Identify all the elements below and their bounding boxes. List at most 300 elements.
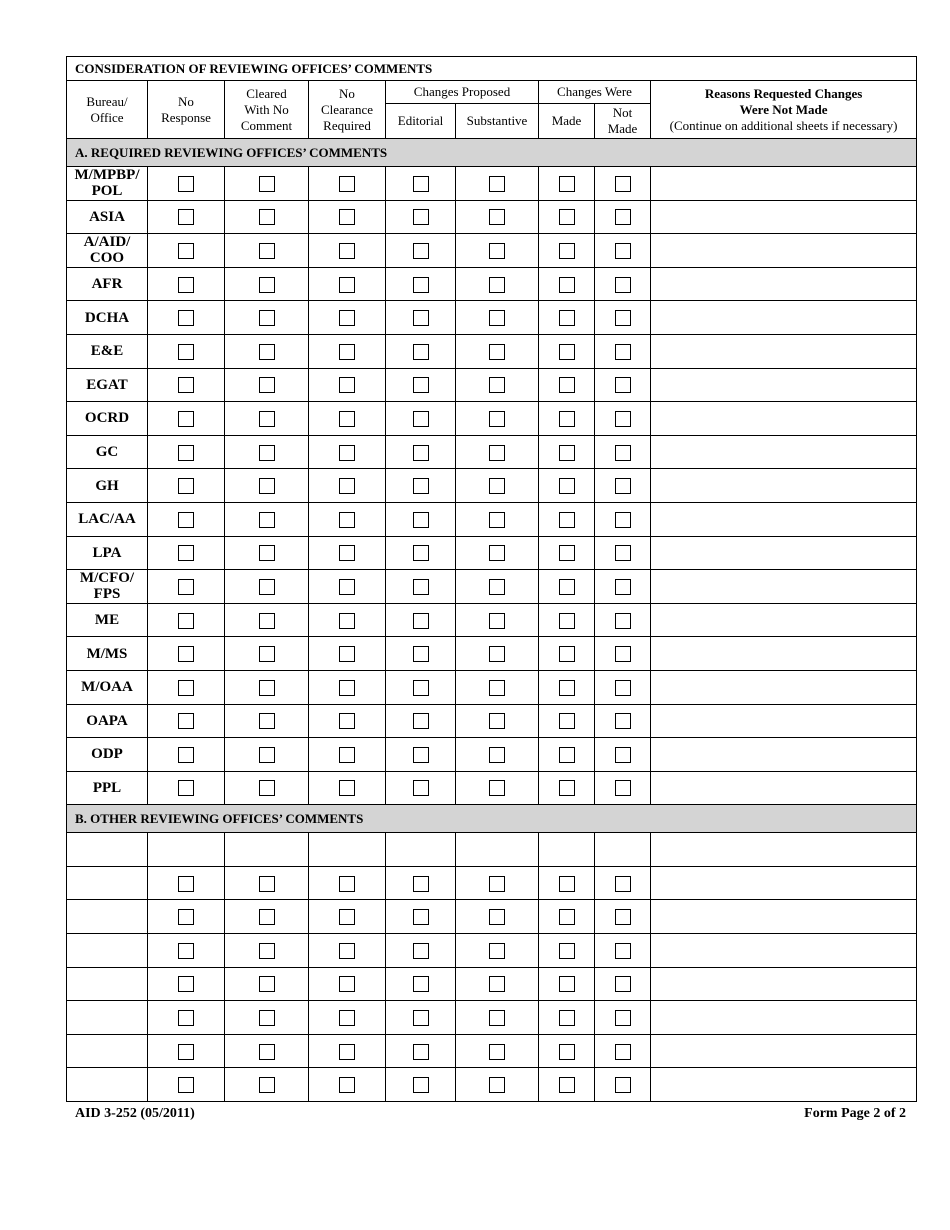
made-cell <box>539 402 595 436</box>
no-response-checkbox[interactable] <box>178 680 194 696</box>
editorial-checkbox[interactable] <box>413 310 429 326</box>
no-clearance-required-checkbox[interactable] <box>339 680 355 696</box>
made-checkbox[interactable] <box>559 277 575 293</box>
reasons-field[interactable] <box>651 603 917 637</box>
made-checkbox[interactable] <box>559 1077 575 1093</box>
no-response-checkbox[interactable] <box>178 176 194 192</box>
not-made-checkbox[interactable] <box>615 478 631 494</box>
editorial-cell <box>386 502 456 536</box>
office-name: ODP <box>67 738 148 772</box>
no-clearance-required-checkbox[interactable] <box>339 209 355 225</box>
cleared-no-comment-header: Cleared With No Comment <box>225 81 309 139</box>
substantive-checkbox[interactable] <box>489 909 505 925</box>
no-clearance-required-cell <box>309 167 386 201</box>
not-made-checkbox[interactable] <box>615 277 631 293</box>
reasons-field[interactable] <box>651 334 917 368</box>
substantive-checkbox[interactable] <box>489 277 505 293</box>
editorial-checkbox[interactable] <box>413 277 429 293</box>
made-checkbox[interactable] <box>559 512 575 528</box>
not-made-checkbox[interactable] <box>615 1077 631 1093</box>
reasons-field[interactable] <box>651 469 917 503</box>
substantive-checkbox[interactable] <box>489 411 505 427</box>
no-clearance-required-checkbox[interactable] <box>339 579 355 595</box>
editorial-checkbox[interactable] <box>413 478 429 494</box>
substantive-checkbox[interactable] <box>489 1044 505 1060</box>
made-checkbox[interactable] <box>559 243 575 259</box>
substantive-checkbox[interactable] <box>489 344 505 360</box>
made-checkbox[interactable] <box>559 176 575 192</box>
cleared-no-comment-cell <box>225 167 309 201</box>
substantive-checkbox[interactable] <box>489 680 505 696</box>
not-made-checkbox[interactable] <box>615 780 631 796</box>
no-clearance-required-checkbox[interactable] <box>339 943 355 959</box>
cleared-no-comment-cell <box>225 967 309 1001</box>
substantive-header: Substantive <box>456 104 539 139</box>
not-made-checkbox[interactable] <box>615 747 631 763</box>
made-checkbox[interactable] <box>559 1010 575 1026</box>
table-row <box>67 570 917 604</box>
no-clearance-required-checkbox[interactable] <box>339 176 355 192</box>
made-cell <box>539 670 595 704</box>
substantive-checkbox[interactable] <box>489 310 505 326</box>
no-response-cell <box>148 637 225 671</box>
cleared-no-comment-checkbox[interactable] <box>259 209 275 225</box>
table-row <box>67 502 917 536</box>
no-response-checkbox[interactable] <box>178 277 194 293</box>
made-checkbox[interactable] <box>559 310 575 326</box>
editorial-checkbox[interactable] <box>413 943 429 959</box>
table-row <box>67 1034 917 1068</box>
no-response-checkbox[interactable] <box>178 876 194 892</box>
cleared-no-comment-checkbox[interactable] <box>259 713 275 729</box>
editorial-checkbox[interactable] <box>413 579 429 595</box>
made-checkbox[interactable] <box>559 613 575 629</box>
not-made-checkbox[interactable] <box>615 876 631 892</box>
not-made-checkbox[interactable] <box>615 909 631 925</box>
cleared-no-comment-checkbox[interactable] <box>259 680 275 696</box>
not-made-checkbox[interactable] <box>615 344 631 360</box>
no-clearance-required-checkbox[interactable] <box>339 747 355 763</box>
not-made-checkbox[interactable] <box>615 209 631 225</box>
not-made-cell <box>595 570 651 604</box>
no-response-checkbox[interactable] <box>178 377 194 393</box>
not-made-checkbox[interactable] <box>615 243 631 259</box>
no-response-checkbox[interactable] <box>178 512 194 528</box>
reasons-field[interactable] <box>651 637 917 671</box>
made-cell <box>539 200 595 234</box>
no-clearance-required-cell <box>309 368 386 402</box>
editorial-cell <box>386 570 456 604</box>
not-made-cell <box>595 704 651 738</box>
office-name-field[interactable] <box>67 833 148 867</box>
substantive-cell <box>456 967 539 1001</box>
office-name: GC <box>67 435 148 469</box>
cleared-no-comment-checkbox[interactable] <box>259 545 275 561</box>
not-made-cell <box>595 934 651 968</box>
no-response-checkbox[interactable] <box>178 1044 194 1060</box>
no-response-checkbox[interactable] <box>178 445 194 461</box>
substantive-checkbox[interactable] <box>489 243 505 259</box>
table-row <box>67 301 917 335</box>
editorial-checkbox[interactable] <box>413 1010 429 1026</box>
no-clearance-required-checkbox[interactable] <box>339 478 355 494</box>
no-clearance-required-checkbox[interactable] <box>339 344 355 360</box>
cleared-no-comment-checkbox[interactable] <box>259 613 275 629</box>
not-made-checkbox[interactable] <box>615 613 631 629</box>
made-checkbox[interactable] <box>559 747 575 763</box>
editorial-checkbox[interactable] <box>413 613 429 629</box>
no-clearance-required-checkbox[interactable] <box>339 377 355 393</box>
made-checkbox[interactable] <box>559 545 575 561</box>
substantive-checkbox[interactable] <box>489 445 505 461</box>
substantive-checkbox[interactable] <box>489 876 505 892</box>
substantive-checkbox[interactable] <box>489 478 505 494</box>
reasons-field[interactable] <box>651 934 917 968</box>
reasons-field[interactable] <box>651 402 917 436</box>
reasons-field[interactable] <box>651 570 917 604</box>
made-cell <box>539 167 595 201</box>
no-clearance-required-checkbox[interactable] <box>339 780 355 796</box>
cleared-no-comment-checkbox[interactable] <box>259 1077 275 1093</box>
office-name-field[interactable] <box>67 900 148 934</box>
no-clearance-required-checkbox[interactable] <box>339 613 355 629</box>
editorial-checkbox[interactable] <box>413 243 429 259</box>
table-row <box>67 603 917 637</box>
reasons-field[interactable] <box>651 267 917 301</box>
cleared-no-comment-checkbox[interactable] <box>259 377 275 393</box>
made-cell <box>539 536 595 570</box>
reasons-header: Reasons Requested Changes Were Not Made (Continue on additional sheets if necessary) <box>651 81 917 139</box>
no-clearance-required-checkbox[interactable] <box>339 512 355 528</box>
no-response-checkbox[interactable] <box>178 780 194 796</box>
no-clearance-required-header: No Clearance Required <box>309 81 386 139</box>
not-made-cell <box>595 1001 651 1035</box>
not-made-checkbox[interactable] <box>615 943 631 959</box>
not-made-cell <box>595 502 651 536</box>
cleared-no-comment-checkbox[interactable] <box>259 976 275 992</box>
cleared-no-comment-checkbox[interactable] <box>259 411 275 427</box>
made-checkbox[interactable] <box>559 344 575 360</box>
editorial-checkbox[interactable] <box>413 344 429 360</box>
no-clearance-required-checkbox[interactable] <box>339 976 355 992</box>
table-row <box>67 536 917 570</box>
substantive-checkbox[interactable] <box>489 943 505 959</box>
reasons-field[interactable] <box>651 967 917 1001</box>
substantive-checkbox[interactable] <box>489 976 505 992</box>
cleared-no-comment-checkbox[interactable] <box>259 445 275 461</box>
not-made-cell <box>595 866 651 900</box>
office-name-field[interactable] <box>67 967 148 1001</box>
not-made-checkbox[interactable] <box>615 512 631 528</box>
not-made-checkbox[interactable] <box>615 176 631 192</box>
no-response-cell <box>148 704 225 738</box>
reasons-field[interactable] <box>651 704 917 738</box>
cleared-no-comment-checkbox[interactable] <box>259 310 275 326</box>
no-response-cell <box>148 900 225 934</box>
cleared-no-comment-checkbox[interactable] <box>259 243 275 259</box>
editorial-checkbox[interactable] <box>413 377 429 393</box>
editorial-checkbox[interactable] <box>413 747 429 763</box>
not-made-checkbox[interactable] <box>615 1010 631 1026</box>
not-made-checkbox[interactable] <box>615 579 631 595</box>
office-name-field[interactable] <box>67 1034 148 1068</box>
cleared-no-comment-checkbox[interactable] <box>259 1010 275 1026</box>
made-checkbox[interactable] <box>559 579 575 595</box>
substantive-checkbox[interactable] <box>489 377 505 393</box>
not-made-checkbox[interactable] <box>615 445 631 461</box>
no-clearance-required-cell <box>309 866 386 900</box>
office-name-field[interactable] <box>67 866 148 900</box>
no-response-cell <box>148 670 225 704</box>
made-checkbox[interactable] <box>559 876 575 892</box>
substantive-checkbox[interactable] <box>489 713 505 729</box>
table-row <box>67 234 917 268</box>
cleared-no-comment-checkbox[interactable] <box>259 277 275 293</box>
no-response-checkbox[interactable] <box>178 909 194 925</box>
made-cell <box>539 738 595 772</box>
editorial-checkbox[interactable] <box>413 680 429 696</box>
not-made-checkbox[interactable] <box>615 377 631 393</box>
no-response-checkbox[interactable] <box>178 713 194 729</box>
no-response-checkbox[interactable] <box>178 243 194 259</box>
cleared-no-comment-checkbox[interactable] <box>259 909 275 925</box>
substantive-cell <box>456 1068 539 1102</box>
reasons-field[interactable] <box>651 900 917 934</box>
made-checkbox[interactable] <box>559 478 575 494</box>
reasons-field[interactable] <box>651 670 917 704</box>
made-checkbox[interactable] <box>559 943 575 959</box>
office-name: A/AID/ COO <box>67 234 148 268</box>
no-response-cell <box>148 934 225 968</box>
reasons-field[interactable] <box>651 234 917 268</box>
cleared-no-comment-checkbox[interactable] <box>259 176 275 192</box>
no-response-checkbox[interactable] <box>178 478 194 494</box>
no-response-checkbox[interactable] <box>178 579 194 595</box>
cleared-no-comment-checkbox[interactable] <box>259 876 275 892</box>
made-checkbox[interactable] <box>559 680 575 696</box>
substantive-checkbox[interactable] <box>489 176 505 192</box>
cleared-no-comment-checkbox[interactable] <box>259 512 275 528</box>
office-name: M/MPBP/ POL <box>67 167 148 201</box>
editorial-checkbox[interactable] <box>413 445 429 461</box>
editorial-checkbox[interactable] <box>413 909 429 925</box>
reasons-field[interactable] <box>651 1068 917 1102</box>
not-made-cell <box>595 334 651 368</box>
changes-were-header: Changes Were <box>539 81 651 104</box>
reasons-field[interactable] <box>651 435 917 469</box>
no-response-checkbox[interactable] <box>178 1010 194 1026</box>
substantive-checkbox[interactable] <box>489 512 505 528</box>
reasons-field[interactable] <box>651 1001 917 1035</box>
no-clearance-required-cell <box>309 435 386 469</box>
no-clearance-required-cell <box>309 603 386 637</box>
reasons-field[interactable] <box>651 866 917 900</box>
no-response-checkbox[interactable] <box>178 976 194 992</box>
made-cell <box>539 570 595 604</box>
editorial-checkbox[interactable] <box>413 1077 429 1093</box>
editorial-checkbox[interactable] <box>413 713 429 729</box>
office-name-field[interactable] <box>67 1068 148 1102</box>
reasons-field[interactable] <box>651 167 917 201</box>
cleared-no-comment-cell <box>225 900 309 934</box>
editorial-checkbox[interactable] <box>413 209 429 225</box>
reasons-field[interactable] <box>651 1034 917 1068</box>
cleared-no-comment-checkbox[interactable] <box>259 943 275 959</box>
not-made-checkbox[interactable] <box>615 976 631 992</box>
substantive-checkbox[interactable] <box>489 579 505 595</box>
cleared-no-comment-cell <box>225 402 309 436</box>
no-response-cell <box>148 536 225 570</box>
no-response-checkbox[interactable] <box>178 943 194 959</box>
editorial-checkbox[interactable] <box>413 780 429 796</box>
editorial-cell <box>386 704 456 738</box>
editorial-cell <box>386 833 456 867</box>
table-row <box>67 771 917 805</box>
editorial-checkbox[interactable] <box>413 1044 429 1060</box>
not-made-cell <box>595 402 651 436</box>
no-clearance-required-checkbox[interactable] <box>339 1077 355 1093</box>
form-id: AID 3-252 (05/2011) <box>75 1106 195 1121</box>
cleared-no-comment-cell <box>225 934 309 968</box>
no-response-cell <box>148 200 225 234</box>
cleared-no-comment-checkbox[interactable] <box>259 1044 275 1060</box>
editorial-checkbox[interactable] <box>413 976 429 992</box>
substantive-checkbox[interactable] <box>489 1010 505 1026</box>
no-clearance-required-checkbox[interactable] <box>339 411 355 427</box>
reasons-field[interactable] <box>651 502 917 536</box>
editorial-checkbox[interactable] <box>413 512 429 528</box>
no-response-checkbox[interactable] <box>178 747 194 763</box>
no-clearance-required-cell <box>309 536 386 570</box>
table-row <box>67 435 917 469</box>
reasons-field[interactable] <box>651 301 917 335</box>
cleared-no-comment-checkbox[interactable] <box>259 344 275 360</box>
no-clearance-required-checkbox[interactable] <box>339 545 355 561</box>
office-name: ME <box>67 603 148 637</box>
editorial-checkbox[interactable] <box>413 876 429 892</box>
made-cell <box>539 967 595 1001</box>
cleared-no-comment-checkbox[interactable] <box>259 747 275 763</box>
not-made-checkbox[interactable] <box>615 646 631 662</box>
cleared-no-comment-cell <box>225 704 309 738</box>
no-clearance-required-cell <box>309 670 386 704</box>
reasons-field[interactable] <box>651 536 917 570</box>
editorial-cell <box>386 603 456 637</box>
not-made-checkbox[interactable] <box>615 310 631 326</box>
substantive-checkbox[interactable] <box>489 209 505 225</box>
substantive-checkbox[interactable] <box>489 747 505 763</box>
no-clearance-required-checkbox[interactable] <box>339 277 355 293</box>
no-response-checkbox[interactable] <box>178 613 194 629</box>
cleared-no-comment-checkbox[interactable] <box>259 780 275 796</box>
no-clearance-required-checkbox[interactable] <box>339 310 355 326</box>
made-checkbox[interactable] <box>559 445 575 461</box>
office-name: OAPA <box>67 704 148 738</box>
editorial-cell <box>386 900 456 934</box>
made-checkbox[interactable] <box>559 909 575 925</box>
substantive-checkbox[interactable] <box>489 780 505 796</box>
no-response-checkbox[interactable] <box>178 1077 194 1093</box>
reasons-field[interactable] <box>651 771 917 805</box>
editorial-checkbox[interactable] <box>413 545 429 561</box>
made-checkbox[interactable] <box>559 1044 575 1060</box>
no-clearance-required-checkbox[interactable] <box>339 909 355 925</box>
no-clearance-required-checkbox[interactable] <box>339 876 355 892</box>
substantive-checkbox[interactable] <box>489 545 505 561</box>
no-response-cell <box>148 402 225 436</box>
office-name: OCRD <box>67 402 148 436</box>
substantive-checkbox[interactable] <box>489 1077 505 1093</box>
reasons-field[interactable] <box>651 368 917 402</box>
substantive-checkbox[interactable] <box>489 613 505 629</box>
not-made-checkbox[interactable] <box>615 411 631 427</box>
no-response-cell <box>148 1068 225 1102</box>
not-made-checkbox[interactable] <box>615 545 631 561</box>
no-response-checkbox[interactable] <box>178 646 194 662</box>
editorial-checkbox[interactable] <box>413 176 429 192</box>
office-name-field[interactable] <box>67 1001 148 1035</box>
cleared-no-comment-cell <box>225 1068 309 1102</box>
reasons-field[interactable] <box>651 200 917 234</box>
not-made-cell <box>595 1034 651 1068</box>
editorial-checkbox[interactable] <box>413 646 429 662</box>
made-checkbox[interactable] <box>559 377 575 393</box>
cleared-no-comment-checkbox[interactable] <box>259 478 275 494</box>
not-made-checkbox[interactable] <box>615 680 631 696</box>
made-checkbox[interactable] <box>559 646 575 662</box>
made-checkbox[interactable] <box>559 411 575 427</box>
made-cell <box>539 334 595 368</box>
no-clearance-required-cell <box>309 402 386 436</box>
not-made-cell <box>595 536 651 570</box>
substantive-checkbox[interactable] <box>489 646 505 662</box>
made-checkbox[interactable] <box>559 780 575 796</box>
editorial-cell <box>386 738 456 772</box>
no-response-checkbox[interactable] <box>178 545 194 561</box>
cleared-no-comment-checkbox[interactable] <box>259 579 275 595</box>
office-name: LAC/AA <box>67 502 148 536</box>
substantive-cell <box>456 536 539 570</box>
no-clearance-required-checkbox[interactable] <box>339 243 355 259</box>
not-made-checkbox[interactable] <box>615 1044 631 1060</box>
no-response-checkbox[interactable] <box>178 209 194 225</box>
no-clearance-required-checkbox[interactable] <box>339 1044 355 1060</box>
made-cell <box>539 637 595 671</box>
no-response-checkbox[interactable] <box>178 344 194 360</box>
cleared-no-comment-checkbox[interactable] <box>259 646 275 662</box>
editorial-header: Editorial <box>386 104 456 139</box>
made-checkbox[interactable] <box>559 209 575 225</box>
reasons-field[interactable] <box>651 833 917 867</box>
no-response-cell <box>148 301 225 335</box>
no-clearance-required-checkbox[interactable] <box>339 713 355 729</box>
made-checkbox[interactable] <box>559 976 575 992</box>
no-response-checkbox[interactable] <box>178 411 194 427</box>
section-b-title: B. OTHER REVIEWING OFFICES’ COMMENTS <box>67 805 917 833</box>
made-cell <box>539 301 595 335</box>
no-clearance-required-checkbox[interactable] <box>339 445 355 461</box>
no-clearance-required-checkbox[interactable] <box>339 646 355 662</box>
editorial-checkbox[interactable] <box>413 411 429 427</box>
reasons-field[interactable] <box>651 738 917 772</box>
no-response-cell <box>148 234 225 268</box>
not-made-checkbox[interactable] <box>615 713 631 729</box>
no-response-checkbox[interactable] <box>178 310 194 326</box>
office-name-field[interactable] <box>67 934 148 968</box>
no-response-cell <box>148 435 225 469</box>
made-checkbox[interactable] <box>559 713 575 729</box>
no-clearance-required-checkbox[interactable] <box>339 1010 355 1026</box>
